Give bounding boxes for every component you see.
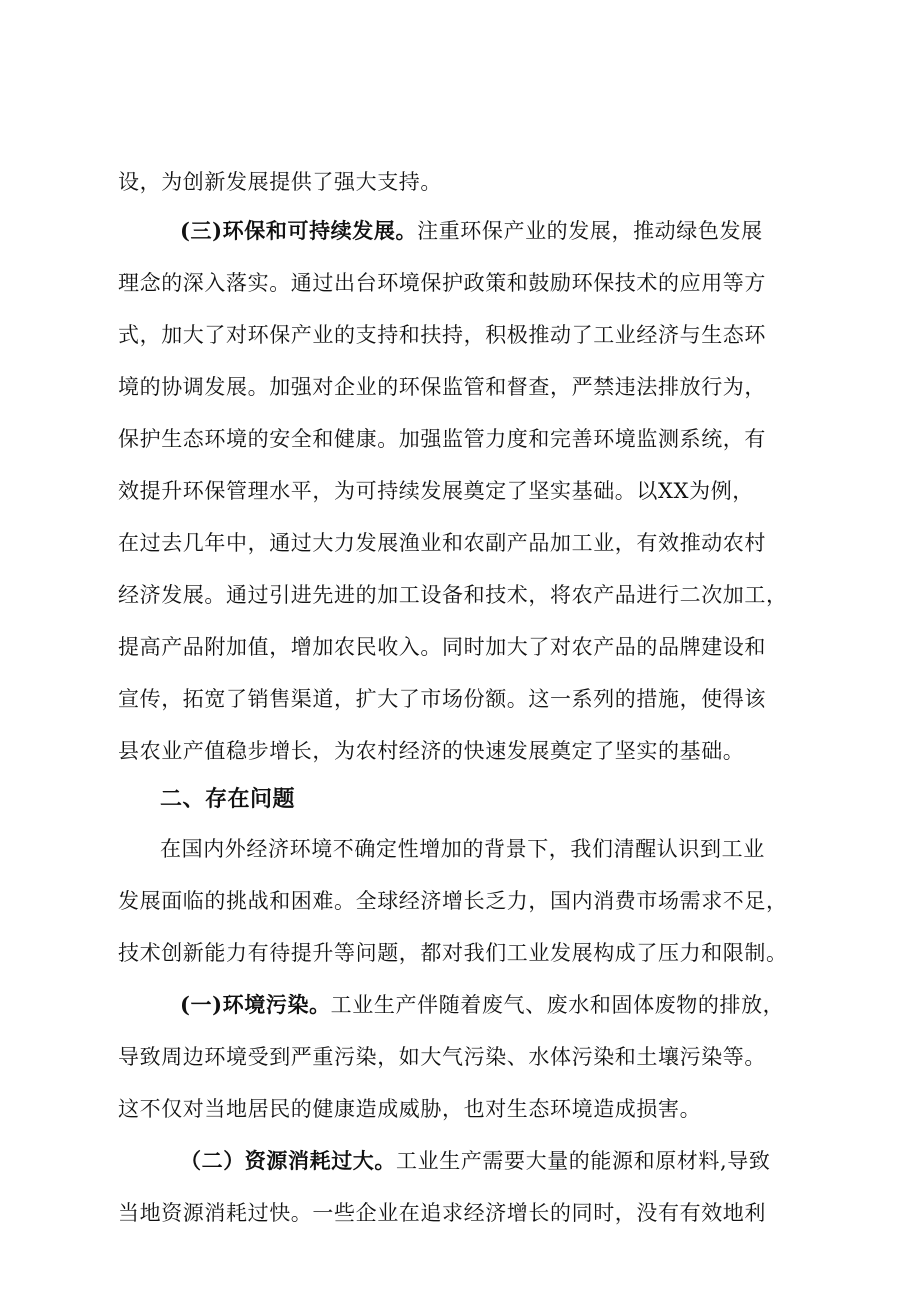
paragraph-line: 技术创新能力有待提升等问题，都对我们工业发展构成了压力和限制。 [118, 941, 788, 965]
section-lead: (三)环保和可持续发展。 [180, 218, 418, 243]
paragraph-line: 设，为创新发展提供了强大支持。 [118, 170, 442, 194]
section-heading: 二、存在问题 [160, 787, 296, 812]
paragraph-line: 保护生态环境的安全和健康。加强监管力度和完善环境监测系统，有 [118, 427, 766, 451]
paragraph-line: 发展面临的挑战和困难。全球经济增长乏力，国内消费市场需求不足， [118, 889, 788, 913]
section-lead: （二）资源消耗过大。 [180, 1148, 396, 1173]
paragraph-first-line [180, 216, 820, 246]
paragraph-line: 效提升环保管理水平，为可持续发展奠定了坚实基础。以XX为例， [118, 479, 754, 503]
paragraph-line: 县农业产值稳步增长，为农村经济的快速发展奠定了坚实的基础。 [118, 739, 745, 763]
paragraph-line: 导致周边环境受到严重污染，如大气污染、水体污染和土壤污染等。 [118, 1045, 766, 1069]
paragraph-line: 提高产品附加值，增加农民收入。同时加大了对农产品的品牌建设和 [118, 635, 766, 659]
paragraph-line: 理念的深入落实。通过出台环境保护政策和鼓励环保技术的应用等方 [118, 271, 766, 295]
paragraph-line: 在国内外经济环境不确定性增加的背景下，我们清醒认识到工业 [160, 837, 765, 861]
paragraph-text: 注重环保产业的发展，推动绿色发展 [417, 219, 763, 243]
paragraph-first-line [180, 1146, 820, 1176]
paragraph-text: 工业生产需要大量的能源和原材料,导致 [396, 1149, 771, 1173]
paragraph-line: 经济发展。通过引进先进的加工设备和技术，将农产品进行二次加工， [118, 583, 788, 607]
section-lead: (一)环境污染。 [180, 992, 331, 1017]
paragraph-text: 工业生产伴随着废气、废水和固体废物的排放， [330, 993, 785, 1017]
paragraph-line: 这不仅对当地居民的健康造成威胁，也对生态环境造成损害。 [118, 1097, 702, 1121]
paragraph-first-line [180, 990, 820, 1020]
paragraph-line: 宣传，拓宽了销售渠道，扩大了市场份额。这一系列的措施，使得该 [118, 687, 766, 711]
paragraph-line: 当地资源消耗过快。一些企业在追求经济增长的同时，没有有效地利 [118, 1201, 766, 1225]
paragraph-line: 式，加大了对环保产业的支持和扶持，积极推动了工业经济与生态环 [118, 323, 766, 347]
paragraph-line: 在过去几年中，通过大力发展渔业和农副产品加工业，有效推动农村 [118, 531, 766, 555]
paragraph-line: 境的协调发展。加强对企业的环保监管和督查，严禁违法排放行为， [118, 375, 766, 399]
